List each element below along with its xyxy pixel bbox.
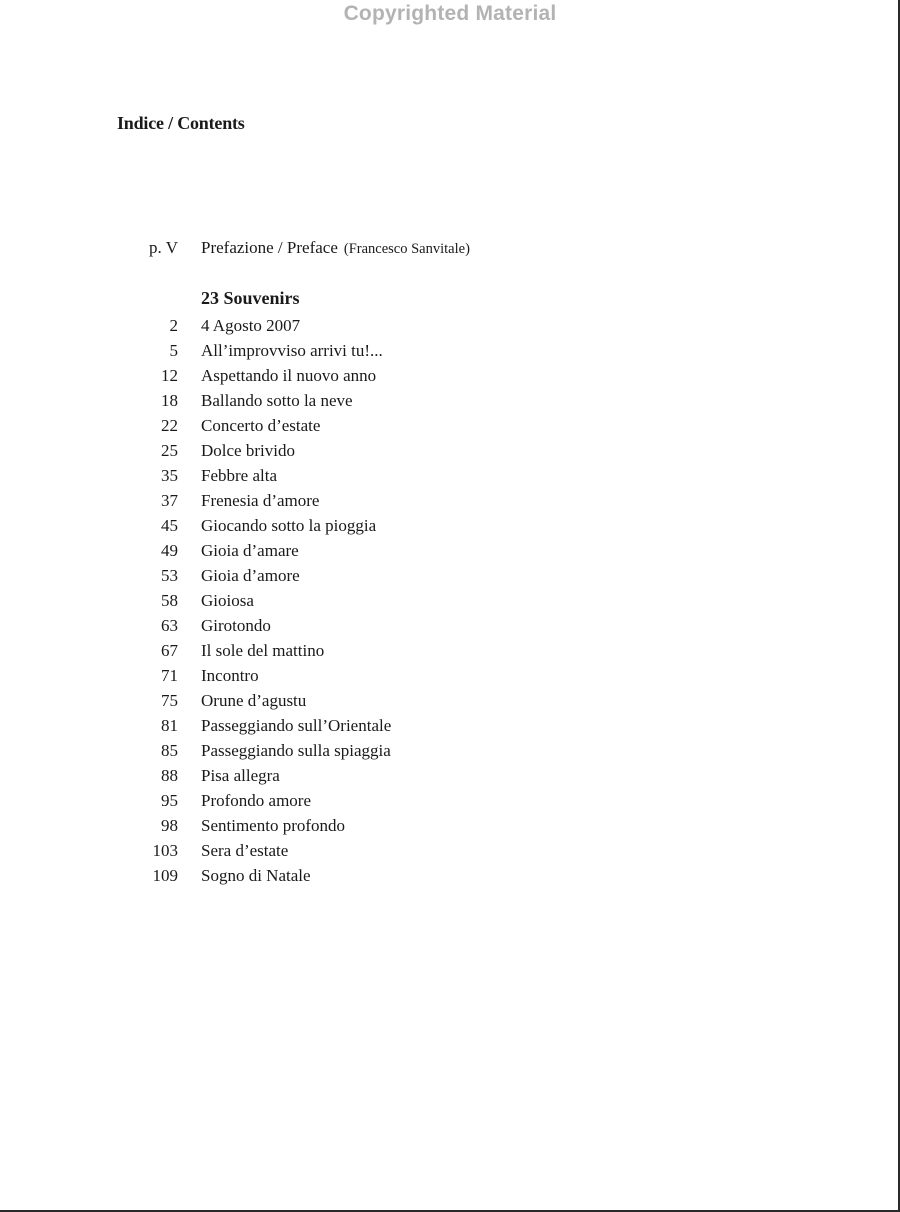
toc-entry-title: Orune d’agustu [201, 691, 307, 710]
toc-entry[interactable] [0, 588, 900, 613]
preface-title: Prefazione / Preface [201, 238, 338, 257]
toc-entry[interactable] [0, 538, 900, 563]
toc-page-number: 95 [161, 791, 178, 810]
toc-entry-title: Sentimento profondo [201, 816, 346, 835]
section-title: 23 Souvenirs [201, 288, 300, 308]
contents-heading: Indice / Contents [117, 113, 245, 133]
toc-page-number: 49 [161, 541, 178, 560]
toc-page-number: 37 [161, 491, 178, 510]
toc-page-number: 98 [161, 816, 178, 835]
toc-entry[interactable] [0, 488, 900, 513]
toc-page-number: 75 [161, 691, 178, 710]
toc-entry-title: Il sole del mattino [201, 641, 325, 660]
toc-entry-title: Febbre alta [201, 466, 277, 485]
toc-entry-title: Pisa allegra [201, 766, 280, 785]
preface-title-wrap [201, 238, 470, 258]
toc-entry[interactable] [0, 313, 900, 338]
toc-entry-title: All’improvviso arrivi tu!... [201, 341, 383, 360]
toc-entry[interactable] [0, 513, 900, 538]
toc-entry[interactable] [0, 363, 900, 388]
toc-page-number: 71 [161, 666, 178, 685]
toc-entry[interactable] [0, 463, 900, 488]
toc-entry[interactable] [0, 638, 900, 663]
toc-page-number: 103 [152, 841, 178, 860]
toc-page-number: 53 [161, 566, 178, 585]
toc-page-number: 85 [161, 741, 178, 760]
toc-entry[interactable] [0, 713, 900, 738]
toc-entry[interactable] [0, 438, 900, 463]
toc-entry-title: Passeggiando sulla spiaggia [201, 741, 391, 760]
toc-entry[interactable] [0, 388, 900, 413]
toc-entry-title: Aspettando il nuovo anno [201, 366, 377, 385]
toc-entry[interactable] [0, 613, 900, 638]
toc-entry[interactable] [0, 838, 900, 863]
toc-entry[interactable] [0, 763, 900, 788]
toc-page-number: 63 [161, 616, 178, 635]
toc-entry-title: Gioia d’amore [201, 566, 300, 585]
toc-entry[interactable] [0, 663, 900, 688]
copyright-watermark: Copyrighted Material [343, 2, 557, 25]
toc-page-number: 109 [152, 866, 178, 885]
toc-page-number: 81 [161, 716, 178, 735]
toc-entry-title: 4 Agosto 2007 [201, 316, 301, 335]
toc-page-number: 12 [161, 366, 178, 385]
toc-entry-title: Profondo amore [201, 791, 312, 810]
toc-entry-title: Gioia d’amare [201, 541, 299, 560]
toc-page-number: 18 [161, 391, 178, 410]
toc-page-number: 88 [161, 766, 178, 785]
toc-page-number: 58 [161, 591, 178, 610]
toc-entry-title: Sogno di Natale [201, 866, 311, 885]
toc-entry-title: Passeggiando sull’Orientale [201, 716, 392, 735]
toc-entry[interactable] [0, 738, 900, 763]
toc-entry-title: Dolce brivido [201, 441, 295, 460]
toc-entry-title: Girotondo [201, 616, 271, 635]
toc-entry[interactable] [0, 413, 900, 438]
preface-author: (Francesco Sanvitale) [343, 241, 470, 257]
toc-entry[interactable] [0, 688, 900, 713]
toc-page-number: 45 [161, 516, 178, 535]
toc-entry-title: Incontro [201, 666, 259, 685]
toc-entry-title: Sera d’estate [201, 841, 289, 860]
toc-entry[interactable] [0, 863, 900, 888]
toc-page-number: 35 [161, 466, 178, 485]
toc-page-number: 67 [161, 641, 178, 660]
toc-page-number: 5 [169, 341, 178, 360]
toc-page-number: 22 [161, 416, 178, 435]
toc-entry-title: Giocando sotto la pioggia [201, 516, 377, 535]
preface-page-number: p. V [149, 238, 178, 257]
toc-list [0, 313, 900, 888]
toc-entry-title: Concerto d’estate [201, 416, 321, 435]
toc-entry[interactable] [0, 563, 900, 588]
toc-entry[interactable] [0, 813, 900, 838]
toc-entry[interactable] [0, 788, 900, 813]
toc-entry-title: Gioiosa [201, 591, 254, 610]
toc-entry[interactable] [0, 338, 900, 363]
toc-entry-title: Ballando sotto la neve [201, 391, 353, 410]
toc-entry-title: Frenesia d’amore [201, 491, 320, 510]
toc-page-number: 25 [161, 441, 178, 460]
toc-page-number: 2 [169, 316, 178, 335]
preface-entry[interactable] [0, 238, 900, 264]
